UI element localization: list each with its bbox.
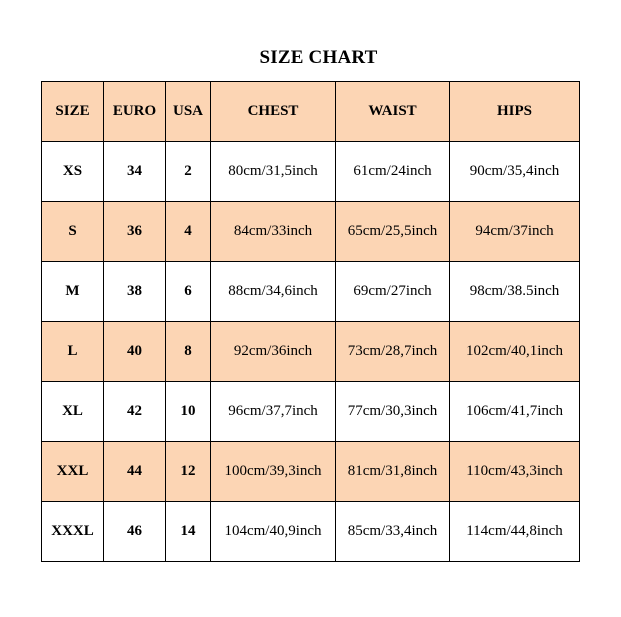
cell-usa: 10	[166, 382, 211, 442]
header-euro: EURO	[104, 82, 166, 142]
header-size: SIZE	[42, 82, 104, 142]
cell-euro: 34	[104, 142, 166, 202]
cell-euro: 40	[104, 322, 166, 382]
cell-waist: 77cm/30,3inch	[336, 382, 450, 442]
cell-hips: 102cm/40,1inch	[450, 322, 580, 382]
cell-chest: 84cm/33inch	[211, 202, 336, 262]
cell-hips: 90cm/35,4inch	[450, 142, 580, 202]
cell-waist: 85cm/33,4inch	[336, 502, 450, 562]
table-row	[42, 502, 580, 562]
header-usa: USA	[166, 82, 211, 142]
cell-size: S	[42, 202, 104, 262]
table-row	[42, 202, 580, 262]
table-row	[42, 142, 580, 202]
cell-hips: 110cm/43,3inch	[450, 442, 580, 502]
cell-usa: 4	[166, 202, 211, 262]
cell-size: XXL	[42, 442, 104, 502]
cell-euro: 44	[104, 442, 166, 502]
cell-usa: 12	[166, 442, 211, 502]
cell-hips: 114cm/44,8inch	[450, 502, 580, 562]
cell-chest: 104cm/40,9inch	[211, 502, 336, 562]
table-row	[42, 262, 580, 322]
cell-size: XS	[42, 142, 104, 202]
cell-size: XL	[42, 382, 104, 442]
cell-waist: 81cm/31,8inch	[336, 442, 450, 502]
header-chest: CHEST	[211, 82, 336, 142]
cell-euro: 42	[104, 382, 166, 442]
cell-waist: 61cm/24inch	[336, 142, 450, 202]
cell-hips: 98cm/38.5inch	[450, 262, 580, 322]
table-row	[42, 442, 580, 502]
cell-chest: 88cm/34,6inch	[211, 262, 336, 322]
table-row	[42, 322, 580, 382]
cell-chest: 96cm/37,7inch	[211, 382, 336, 442]
header-hips: HIPS	[450, 82, 580, 142]
cell-hips: 106cm/41,7inch	[450, 382, 580, 442]
cell-chest: 100cm/39,3inch	[211, 442, 336, 502]
header-row	[42, 82, 580, 142]
cell-euro: 46	[104, 502, 166, 562]
cell-usa: 8	[166, 322, 211, 382]
cell-size: M	[42, 262, 104, 322]
cell-size: XXXL	[42, 502, 104, 562]
cell-size: L	[42, 322, 104, 382]
page-title: SIZE CHART	[259, 47, 378, 68]
cell-chest: 80cm/31,5inch	[211, 142, 336, 202]
cell-euro: 36	[104, 202, 166, 262]
cell-euro: 38	[104, 262, 166, 322]
cell-hips: 94cm/37inch	[450, 202, 580, 262]
table-row	[42, 382, 580, 442]
cell-usa: 6	[166, 262, 211, 322]
cell-waist: 73cm/28,7inch	[336, 322, 450, 382]
cell-waist: 65cm/25,5inch	[336, 202, 450, 262]
cell-usa: 14	[166, 502, 211, 562]
size-chart-table	[41, 81, 580, 562]
cell-chest: 92cm/36inch	[211, 322, 336, 382]
cell-waist: 69cm/27inch	[336, 262, 450, 322]
cell-usa: 2	[166, 142, 211, 202]
header-waist: WAIST	[336, 82, 450, 142]
